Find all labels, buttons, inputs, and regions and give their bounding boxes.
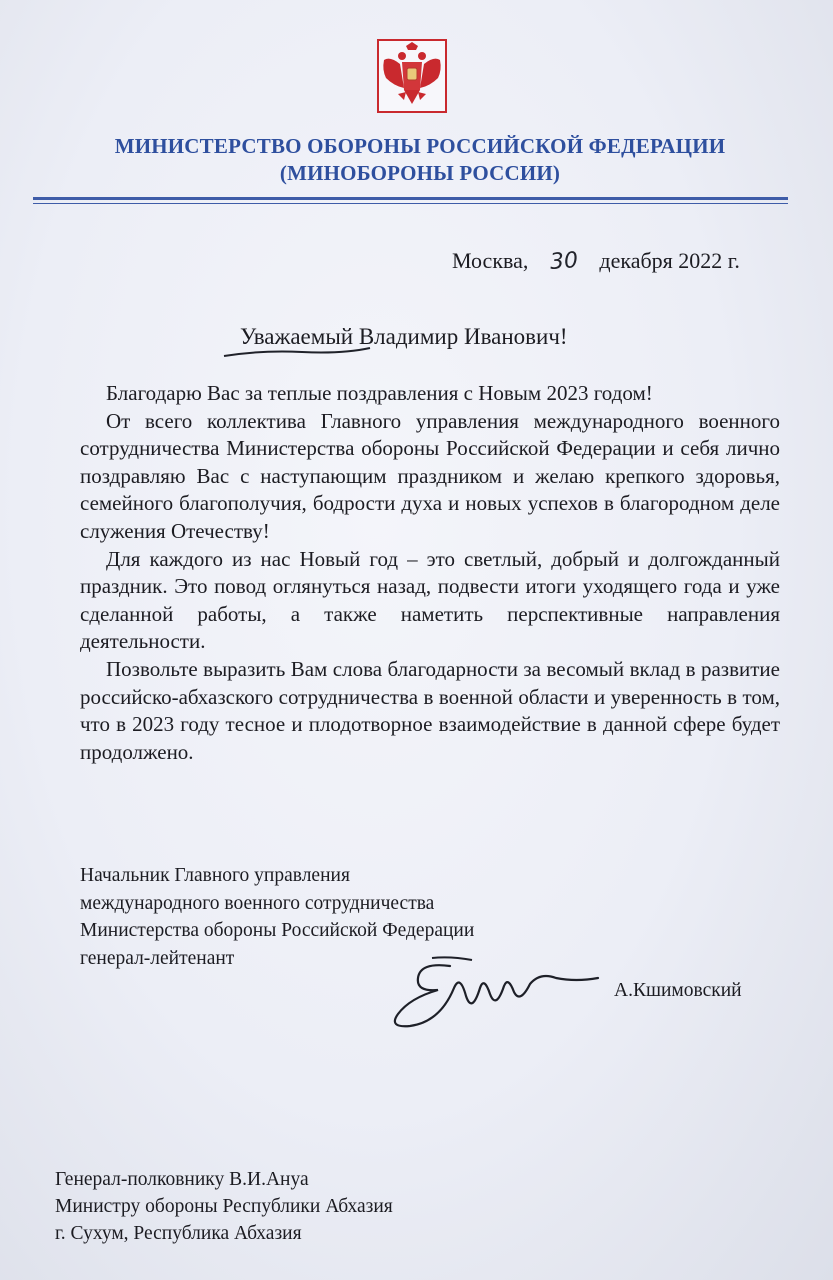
- greeting: Уважаемый Владимир Иванович!: [240, 324, 568, 349]
- addressee-line: Генерал-полковнику В.И.Ануа: [55, 1169, 309, 1190]
- date-month-year: декабря 2022 г.: [599, 248, 740, 273]
- letterhead-rule-thin: [33, 203, 788, 204]
- date-day-handwritten: 30: [549, 248, 579, 275]
- sender-title-line: генерал-лейтенант: [80, 947, 235, 969]
- date-city: Москва,: [452, 248, 529, 273]
- sender-title-line: Министерства обороны Российской Федерации: [80, 920, 475, 941]
- letter-body: [80, 380, 780, 766]
- addressee-line: Министру обороны Республики Абхазия: [55, 1196, 393, 1217]
- addressee-line: г. Сухум, Республика Абхазия: [55, 1223, 302, 1244]
- sender-name: А.Кшимовский: [614, 980, 742, 1001]
- dateline: [452, 248, 740, 274]
- ministry-abbreviation: (МИНОБОРОНЫ РОССИИ): [279, 161, 561, 185]
- paragraph: Благодарю Вас за теплые поздравления с Новым 2023 годом!: [106, 381, 653, 405]
- paragraph: Позвольте выразить Вам слова благодарности за весомый вклад в развитие российско-абхазского сотрудничества в военной области и уверенность в том, что в 2023 году тесное и плодотворное взаимодействие в данной сфере будет продолжено.: [80, 656, 780, 764]
- letterhead-rule: [33, 197, 788, 200]
- ministry-name: МИНИСТЕРСТВО ОБОРОНЫ РОССИЙСКОЙ ФЕДЕРАЦИИ: [114, 134, 726, 158]
- coat-of-arms-emblem: [376, 38, 448, 114]
- paragraph: Для каждого из нас Новый год – это светлый, добрый и долгожданный праздник. Это повод оглянуться назад, подвести итоги уходящего года и уже сделанной работы, а также наметить перспективные направления деятельности.: [80, 546, 780, 654]
- sender-title-line: Начальник Главного управления: [80, 865, 350, 886]
- sender-title-line: международного военного сотрудничества: [80, 892, 435, 914]
- paragraph: От всего коллектива Главного управления международного военного сотрудничества Министерства обороны Российской Федерации и себя лично поздравляю Вас с наступающим праздником и желаю крепкого здоровья, семейного благополучия, бодрости духа и новых успехов в благородном деле служения Отечеству!: [80, 408, 780, 543]
- addressee-block: [55, 1166, 393, 1247]
- pen-underline-mark: [222, 344, 372, 360]
- handwritten-signature: [380, 948, 600, 1038]
